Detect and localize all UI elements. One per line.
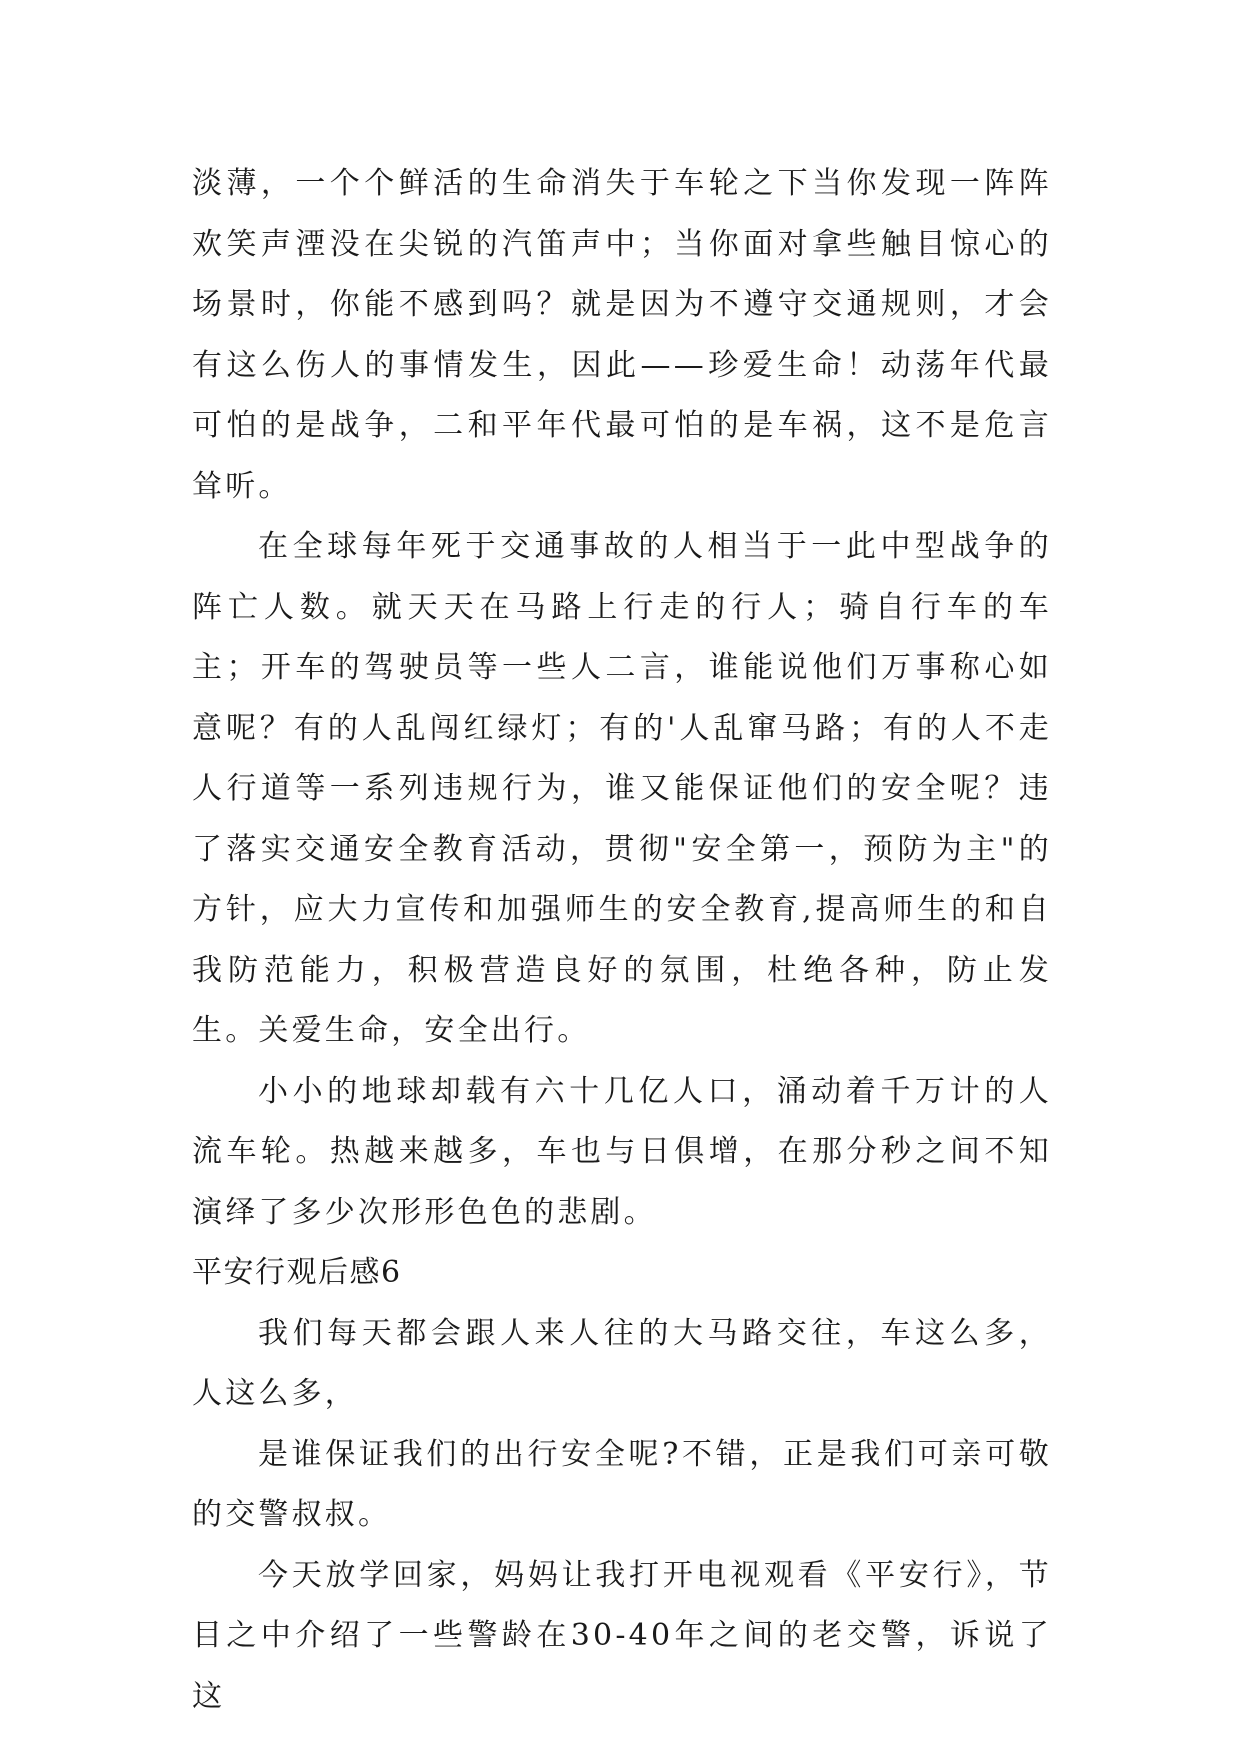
section-heading: 平安行观后感6 — [192, 1255, 402, 1290]
paragraph: 淡薄，一个个鲜活的生命消失于车轮之下当你发现一阵阵欢笑声湮没在尖锐的汽笛声中；当你面对拿些触目惊心的场景时，你能不感到吗？就是因为不遵守交通规则，才会有这么伤人的事情发生，因此——珍爱生命！动荡年代最可怕的是战争，二和平年代最可怕的是车祸，这不是危言耸听。 — [192, 166, 1052, 504]
document-page — [192, 154, 1052, 1727]
paragraph: 是谁保证我们的出行安全呢?不错，正是我们可亲可敬的交警叔叔。 — [192, 1436, 1052, 1532]
paragraph: 我们每天都会跟人来人往的大马路交往，车这么多，人这么多， — [192, 1315, 1052, 1411]
paragraph: 在全球每年死于交通事故的人相当于一此中型战争的阵亡人数。就天天在马路上行走的行人；骑自行车的车主；开车的驾驶员等一些人二言，谁能说他们万事称心如意呢？有的人乱闯红绿灯；有的'人乱窜马路；有的人不走人行道等一系列违规行为，谁又能保证他们的安全呢？违了落实交通安全教育活动，贯彻"安全第一，预防为主"的方针，应大力宣传和加强师生的安全教育,提高师生的和自我防范能力，积极营造良好的氛围，杜绝各种，防止发生。关爱生命，安全出行。 — [192, 529, 1052, 1048]
paragraph: 今天放学回家，妈妈让我打开电视观看《平安行》，节目之中介绍了一些警龄在30-40年之间的老交警，诉说了这 — [192, 1557, 1052, 1714]
paragraph: 小小的地球却载有六十几亿人口，涌动着千万计的人流车轮。热越来越多，车也与日俱增，在那分秒之间不知演绎了多少次形形色色的悲剧。 — [192, 1073, 1052, 1230]
